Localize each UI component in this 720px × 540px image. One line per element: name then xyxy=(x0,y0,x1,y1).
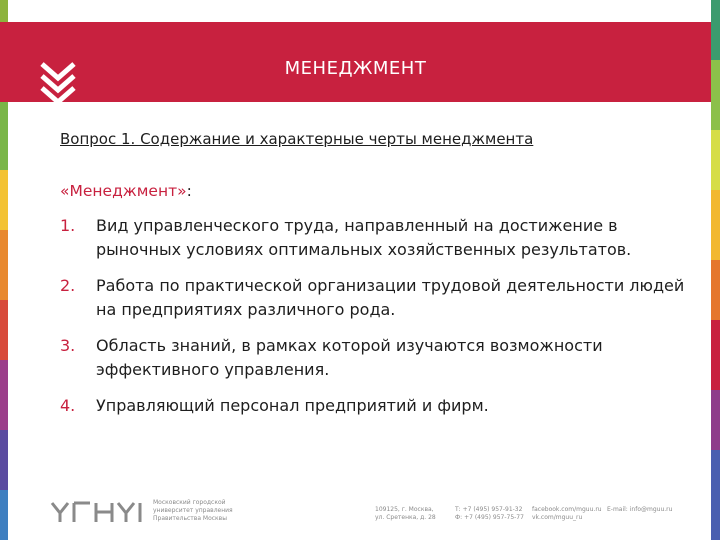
term-colon: : xyxy=(186,182,192,200)
list-item-number: 1. xyxy=(60,216,76,235)
list-item-text: Управляющий персонал предприятий и фирм. xyxy=(96,396,489,415)
footer-phones: Т: +7 (495) 957-91-32 Ф: +7 (495) 957-75-77 xyxy=(455,506,524,521)
term-quoted: «Менеджмент» xyxy=(60,182,187,200)
list-item-text: Вид управленческого труда, направленный на достижение в рыночных условиях оптимальных хозяйственных результатов. xyxy=(96,216,632,259)
list-item-number: 4. xyxy=(60,396,76,415)
term-label xyxy=(60,182,690,200)
mguu-logo xyxy=(50,501,145,523)
footer-address: 109125, г. Москва, ул. Сретенка, д. 28 xyxy=(375,506,436,521)
list-item-text: Область знаний, в рамках которой изучаются возможности эффективного управления. xyxy=(96,336,603,379)
list-item-number: 3. xyxy=(60,336,76,355)
question-heading: Вопрос 1. Содержание и характерные черты менеджмента xyxy=(60,130,534,148)
footer-email[interactable]: E-mail: info@mguu.ru xyxy=(607,506,673,513)
footer-social[interactable]: facebook.com/mguu.ru vk.com/mguu_ru xyxy=(532,506,602,521)
header-banner xyxy=(0,22,711,102)
list-item-number: 2. xyxy=(60,276,76,295)
right-decorative-stripe xyxy=(711,0,720,540)
list-item xyxy=(60,214,690,262)
definitions-list xyxy=(60,214,690,418)
page-title: МЕНЕДЖМЕНТ xyxy=(284,58,427,79)
list-item-text: Работа по практической организации трудовой деятельности людей на предприятиях различного рода. xyxy=(96,276,685,319)
footer xyxy=(50,497,700,531)
list-item xyxy=(60,394,690,418)
slide-content xyxy=(60,130,690,430)
list-item xyxy=(60,334,690,382)
university-name: Московский городской университет управления Правительства Москвы xyxy=(153,499,233,522)
list-item xyxy=(60,274,690,322)
